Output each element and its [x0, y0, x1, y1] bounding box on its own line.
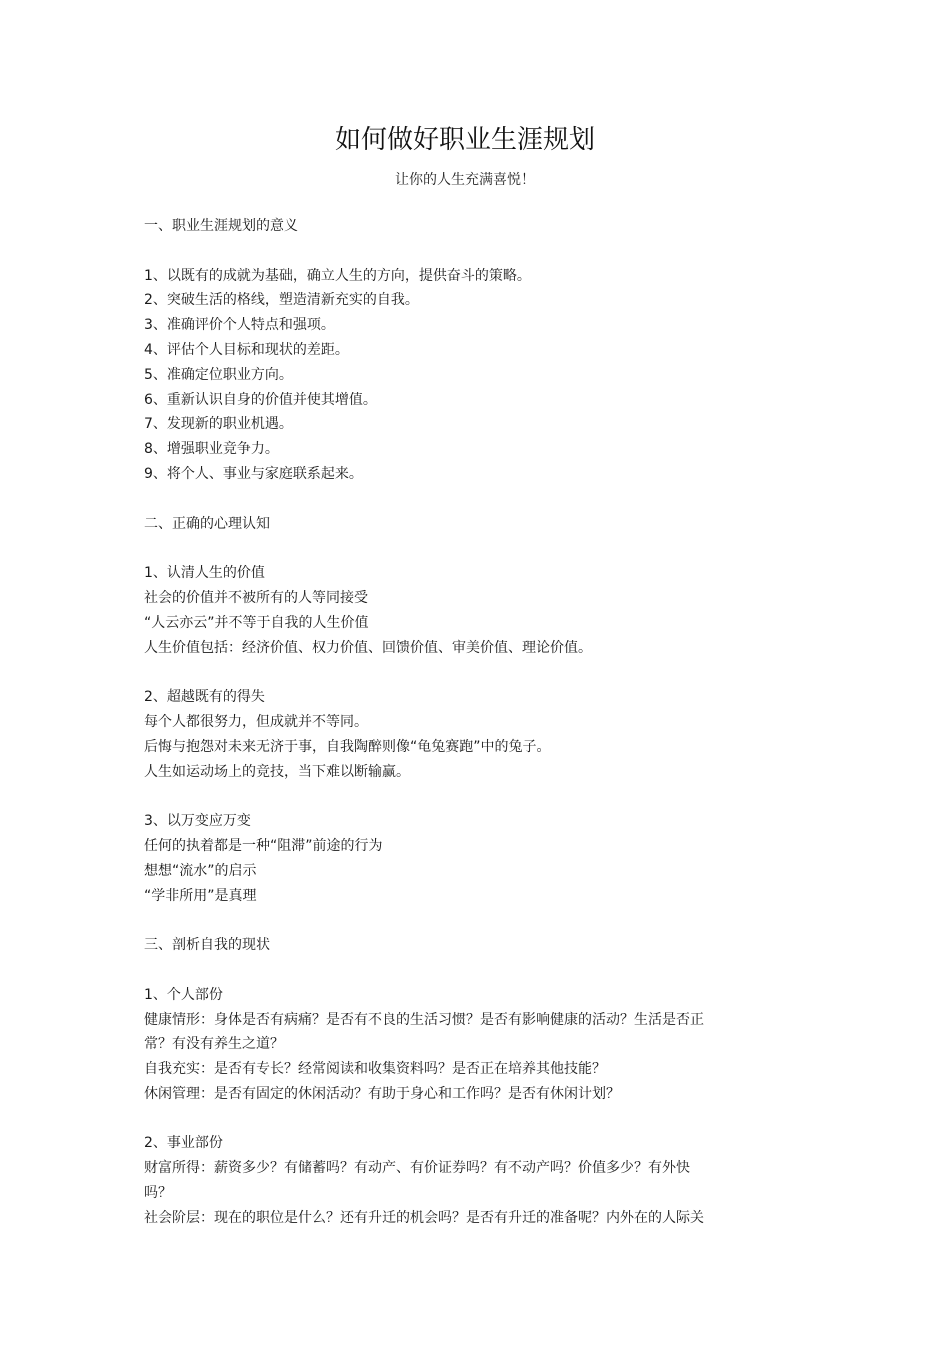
blank-line [144, 487, 744, 512]
text-line: “学非所用”是真理 [144, 887, 257, 904]
text-line: 9、将个人、事业与家庭联系起来。 [144, 465, 363, 482]
text-line: 吗？ [144, 1185, 172, 1202]
text-line: 自我充实：是否有专长？经常阅读和收集资料吗？是否正在培养其他技能？ [144, 1061, 606, 1078]
text-line: 3、准确评价个人特点和强项。 [144, 317, 335, 334]
text-line: 社会的价值并不被所有的人等同接受 [144, 589, 368, 606]
text-line: 任何的执着都是一种“阻滞”前途的行为 [144, 837, 383, 854]
document-body [144, 214, 744, 1231]
text-line: 常？有没有养生之道？ [144, 1036, 284, 1053]
text-line: 三、剖析自我的现状 [144, 937, 270, 954]
text-line: 2、事业部份 [144, 1135, 223, 1152]
text-line: 1、以既有的成就为基础，确立人生的方向，提供奋斗的策略。 [144, 267, 531, 284]
text-line: 社会阶层：现在的职位是什么？还有升迁的机会吗？是否有升迁的准备呢？内外在的人际关 [144, 1209, 704, 1226]
blank-line [144, 239, 744, 264]
text-line: 想想“流水”的启示 [144, 862, 257, 879]
text-line: 人生如运动场上的竞技，当下难以断输赢。 [144, 763, 410, 780]
text-line: 2、突破生活的格线，塑造清新充实的自我。 [144, 292, 419, 309]
text-line: 1、个人部份 [144, 986, 223, 1003]
blank-line [144, 1107, 744, 1132]
text-line: 人生价值包括：经济价值、权力价值、回馈价值、审美价值、理论价值。 [144, 639, 592, 656]
blank-line [144, 660, 744, 685]
text-line: 1、认清人生的价值 [144, 565, 265, 582]
text-line: 6、重新认识自身的价值并使其增值。 [144, 391, 377, 408]
text-line: 7、发现新的职业机遇。 [144, 416, 293, 433]
text-line: 3、以万变应万变 [144, 813, 251, 830]
text-line: 一、职业生涯规划的意义 [144, 218, 298, 234]
text-line: 健康情形：身体是否有病痛？是否有不良的生活习惯？是否有影响健康的活动？生活是否正 [144, 1011, 704, 1028]
text-line: 后悔与抱怨对未来无济于事，自我陶醉则像“龟兔赛跑”中的兔子。 [144, 738, 551, 755]
blank-line [144, 784, 744, 809]
text-line: 5、准确定位职业方向。 [144, 366, 293, 383]
text-line: 财富所得：薪资多少？有储蓄吗？有动产、有价证券吗？有不动产吗？价值多少？有外快 [144, 1160, 690, 1177]
text-line: 休闲管理：是否有固定的休闲活动？有助于身心和工作吗？是否有休闲计划？ [144, 1085, 620, 1102]
text-line: 8、增强职业竞争力。 [144, 441, 279, 458]
text-line: 每个人都很努力，但成就并不等同。 [144, 713, 368, 730]
document-subtitle: 让你的人生充满喜悦！ [395, 172, 535, 188]
text-line: 4、评估个人目标和现状的差距。 [144, 341, 349, 358]
text-line: 二、正确的心理认知 [144, 515, 270, 532]
text-line: “人云亦云”并不等于自我的人生价值 [144, 614, 369, 631]
blank-line [144, 958, 744, 983]
blank-line [144, 536, 744, 561]
document-title: 如何做好职业生涯规划 [334, 125, 595, 155]
blank-line [144, 908, 744, 933]
text-line: 2、超越既有的得失 [144, 689, 265, 706]
